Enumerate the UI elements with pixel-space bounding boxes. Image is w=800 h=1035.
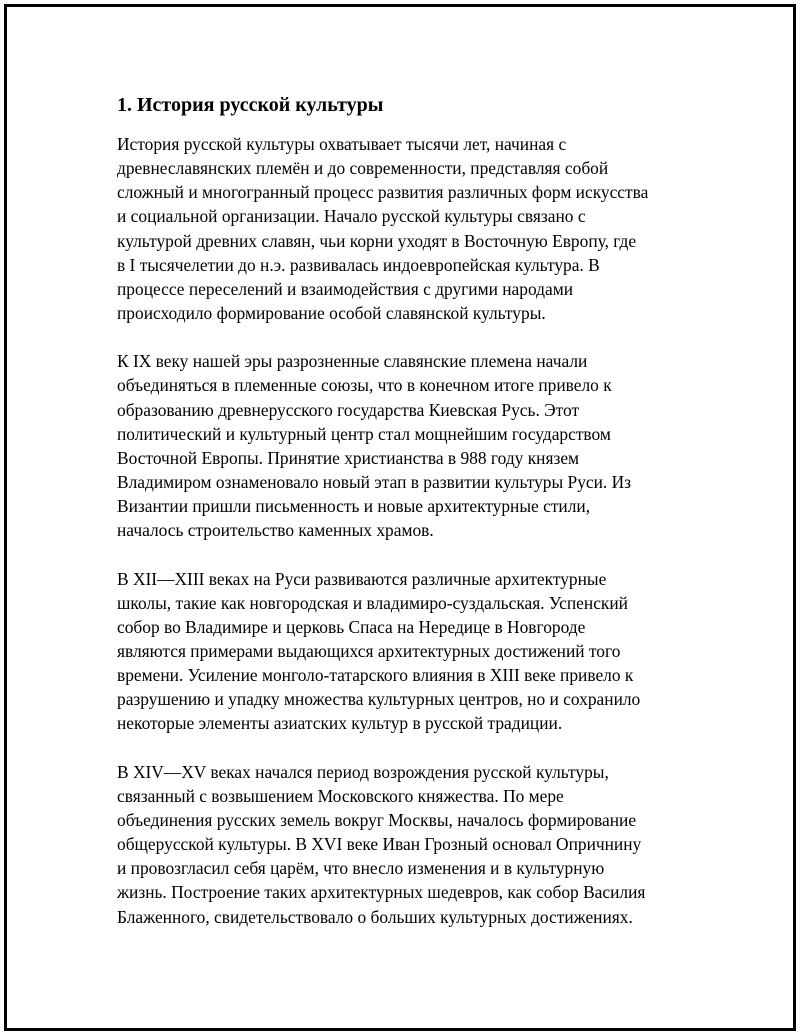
text-line: Блаженного, свидетельствовало о больших культурных достижениях. xyxy=(117,906,633,927)
paragraph-2 xyxy=(117,349,707,542)
text-line: происходило формирование особой славянской культуры. xyxy=(117,303,546,324)
text-line: В XIV—XV веках начался период возрождения русской культуры, xyxy=(117,761,609,782)
text-line: История русской культуры охватывает тысячи лет, начиная с xyxy=(117,134,567,154)
text-line: времени. Усиление монголо-татарского влияния в XIII веке привело к xyxy=(117,665,634,686)
text-line: школы, такие как новгородская и владимиро-суздальская. Успенский xyxy=(117,592,628,613)
text-line: В XII—XIII веках на Руси развиваются различные архитектурные xyxy=(117,568,607,589)
text-line: началось строительство каменных храмов. xyxy=(117,520,434,541)
text-line: культурой древних славян, чьи корни уходят в Восточную Европу, где xyxy=(117,230,637,251)
text-line: политический и культурный центр стал мощнейшим государством xyxy=(117,423,611,444)
text-line: К IX веку нашей эры разрозненные славянские племена начали xyxy=(117,351,588,372)
text-line: Византии пришли письменность и новые архитектурные стили, xyxy=(117,496,591,517)
text-line: древнеславянских племён и до современности, представляя собой xyxy=(117,158,609,179)
text-line: Владимиром ознаменовало новый этап в развитии культуры Руси. Из xyxy=(117,472,632,493)
text-line: образованию древнерусского государства Киевская Русь. Этот xyxy=(117,399,580,420)
text-line: в I тысячелетии до н.э. развивалась индоевропейская культура. В xyxy=(117,254,600,275)
paragraph-1 xyxy=(117,132,707,325)
text-line: разрушению и упадку множества культурных центров, но и сохранило xyxy=(117,689,641,710)
document-heading: 1. История русской культуры xyxy=(117,94,384,116)
text-line: жизнь. Построение таких архитектурных шедевров, как собор Василия xyxy=(117,882,646,903)
text-line: процессе переселений и взаимодействия с другими народами xyxy=(117,278,574,299)
text-line: некоторые элементы азиатских культур в русской традиции. xyxy=(117,713,563,734)
text-line: связанный с возвышением Московского княжества. По мере xyxy=(117,785,564,806)
document-body xyxy=(117,92,707,953)
text-line: Восточной Европы. Принятие христианства в 988 году князем xyxy=(117,447,580,468)
text-line: и социальной организации. Начало русской культуры связано с xyxy=(117,206,586,227)
text-line: сложный и многогранный процесс развития различных форм искусства xyxy=(117,182,649,203)
text-line: и провозгласил себя царём, что внесло изменения и в культурную xyxy=(117,858,605,879)
text-line: собор во Владимире и церковь Спаса на Нередице в Новгороде xyxy=(117,616,586,637)
text-line: объединяться в племенные союзы, что в конечном итоге привело к xyxy=(117,375,612,396)
text-line: объединения русских земель вокруг Москвы, началось формирование xyxy=(117,809,637,830)
paragraph-4 xyxy=(117,760,707,929)
text-line: общерусской культуры. В XVI веке Иван Грозный основал Опричнину xyxy=(117,834,642,855)
text-line: являются примерами выдающихся архитектурных достижений того xyxy=(117,640,621,661)
paragraph-3 xyxy=(117,567,707,736)
